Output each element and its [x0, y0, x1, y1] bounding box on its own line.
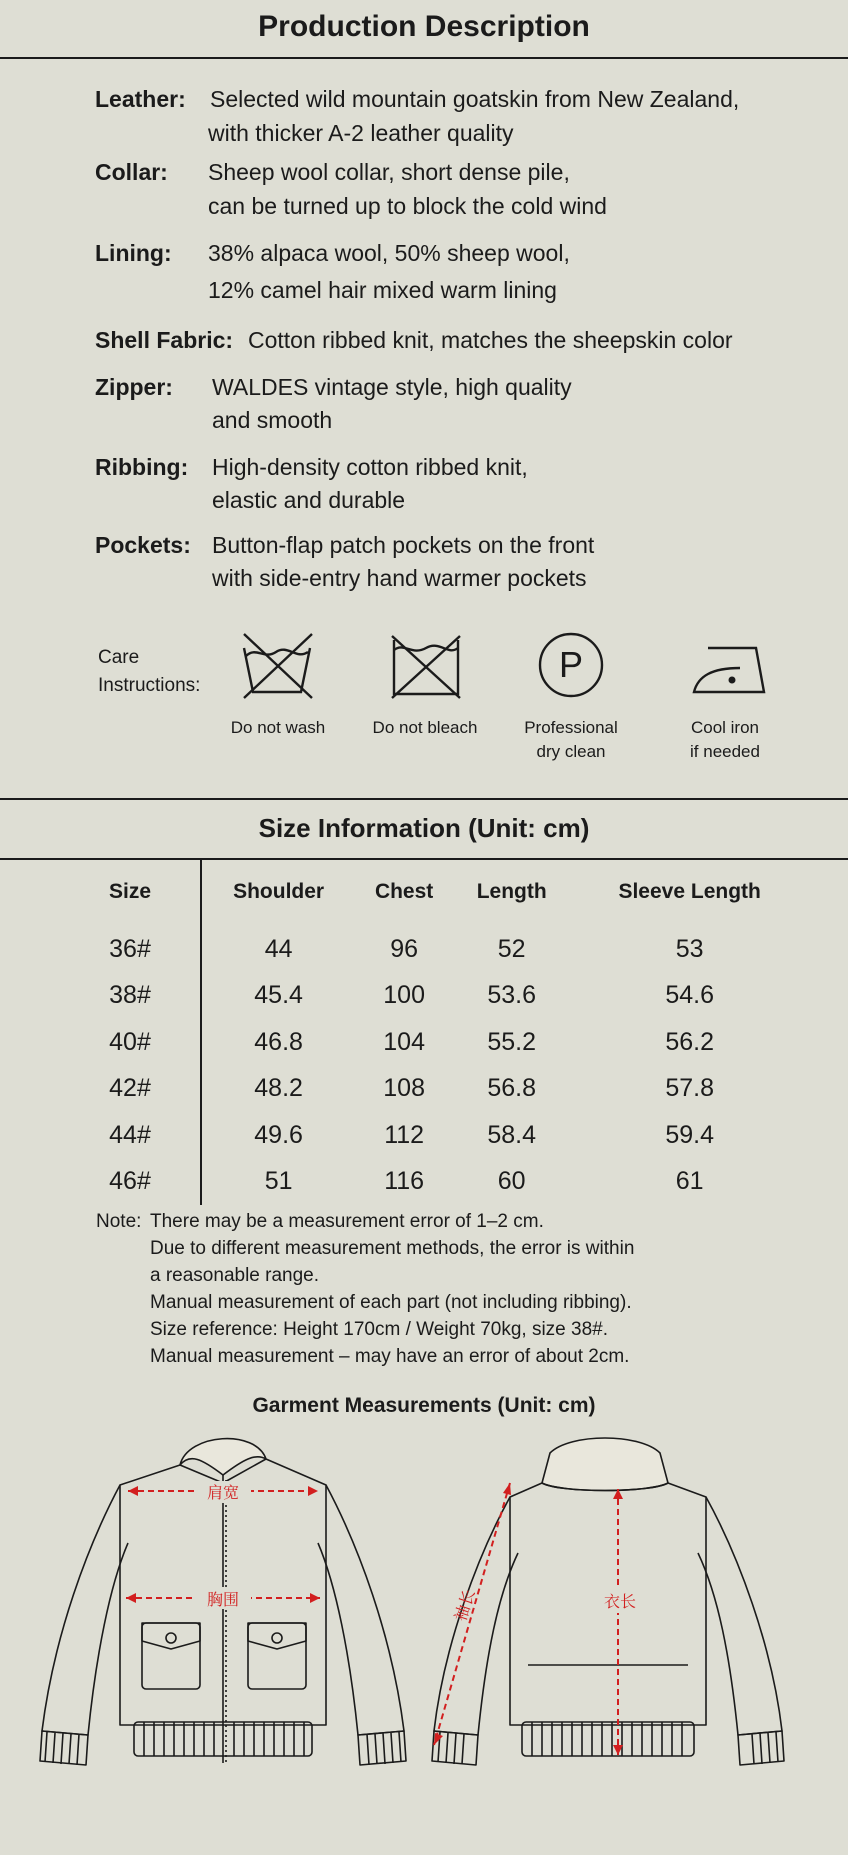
note-line: There may be a measurement error of 1–2 cm. [150, 1211, 544, 1232]
table-row [60, 973, 809, 1020]
sleeve-length-cell: 53 [675, 934, 704, 963]
chest-cell: 100 [383, 981, 425, 1010]
note-prefix: Note: [96, 1211, 142, 1232]
spec-value-zipper-line2: and smooth [212, 407, 333, 433]
note-line: a reasonable range. [150, 1265, 320, 1286]
shoulder-cell: 45.4 [254, 981, 303, 1010]
do-not-bleach-icon [386, 630, 466, 702]
spec-label-shell-fabric: Shell Fabric: [95, 327, 234, 353]
cool-iron-icon [690, 640, 774, 700]
table-row [60, 926, 809, 973]
spec-value-lining-line1: 38% alpaca wool, 50% sheep wool, [208, 240, 570, 266]
measure-lines [126, 1483, 623, 1755]
spec-label-lining: Lining: [95, 240, 172, 266]
table-row [60, 1019, 809, 1066]
spec-label-pockets: Pockets: [95, 532, 191, 558]
size-cell: 44# [60, 1112, 201, 1159]
spec-value-collar-line1: Sheep wool collar, short dense pile, [208, 159, 570, 185]
size-info-title: Size Information (Unit: cm) [258, 813, 590, 843]
size-cell: 38# [60, 973, 201, 1020]
length-cell: 56.8 [487, 1074, 537, 1103]
length-cell: 60 [497, 1167, 526, 1196]
shoulder-cell: 51 [264, 1167, 293, 1196]
care-caption-do-not-bleach: Do not bleach [372, 718, 478, 737]
shoulder-measure-label: 肩宽 [206, 1483, 240, 1502]
sleeve-length-cell: 61 [675, 1167, 704, 1196]
jacket-diagram [30, 1425, 820, 1775]
care-caption-cool-iron [645, 716, 805, 764]
care-label-line1: Care [98, 647, 140, 668]
column-header-length: Length [476, 880, 547, 903]
care-caption-cool-iron-line1: Cool iron [690, 718, 760, 737]
spec-value-pockets-line1: Button-flap patch pockets on the front [212, 532, 595, 558]
chest-cell: 108 [383, 1074, 425, 1103]
shoulder-cell: 44 [264, 934, 293, 963]
care-caption-professional-dry-clean [491, 716, 651, 764]
note-line: Manual measurement of each part (not including ribbing). [150, 1292, 632, 1313]
spec-value-collar-line2: can be turned up to block the cold wind [208, 193, 607, 219]
sleeve-length-cell: 56.2 [665, 1027, 714, 1056]
shoulder-cell: 49.6 [254, 1120, 303, 1149]
table-row [60, 1159, 809, 1206]
shoulder-cell: 46.8 [254, 1027, 303, 1056]
sleeve-measure-label: 袖长 [450, 1587, 479, 1624]
column-header-chest: Chest [374, 880, 434, 903]
divider [0, 798, 848, 800]
care-label [98, 644, 200, 700]
size-table-header [60, 858, 809, 926]
sleeve-length-cell: 54.6 [665, 981, 714, 1010]
column-header-sleeve-length: Sleeve Length [618, 880, 761, 903]
divider [0, 57, 848, 59]
length-measure-label: 衣长 [603, 1592, 637, 1611]
spec-label-collar: Collar: [95, 159, 168, 185]
chest-cell: 104 [383, 1027, 425, 1056]
length-cell: 53.6 [487, 981, 537, 1010]
chest-cell: 96 [390, 934, 419, 963]
care-caption-cool-iron-line2: if needed [690, 742, 760, 761]
spec-value-ribbing-line2: elastic and durable [212, 487, 406, 513]
note-line: Size reference: Height 170cm / Weight 70kg, size 38#. [150, 1319, 609, 1340]
care-caption-do-not-wash: Do not wash [230, 718, 326, 737]
professional-dry-clean-icon [531, 625, 611, 705]
spec-value-leather-line1: Selected wild mountain goatskin from New Zealand, [210, 86, 740, 112]
spec-label-ribbing: Ribbing: [95, 454, 189, 480]
care-caption-professional-line2: dry clean [536, 742, 606, 761]
spec-value-pockets-line2: with side-entry hand warmer pockets [212, 565, 587, 591]
size-table [60, 858, 810, 1205]
note-line: Manual measurement – may have an error of about 2cm. [150, 1346, 630, 1367]
dry-clean-symbol: P [558, 644, 584, 685]
size-cell: 36# [60, 926, 201, 973]
spec-label-zipper: Zipper: [95, 374, 173, 400]
sleeve-length-cell: 57.8 [665, 1074, 714, 1103]
production-title: Production Description [258, 10, 590, 43]
note-line: Due to different measurement methods, the error is within [150, 1238, 635, 1259]
chest-cell: 112 [384, 1120, 425, 1149]
sleeve-length-cell: 59.4 [665, 1120, 714, 1149]
column-header-size: Size [60, 858, 201, 926]
spec-label-leather: Leather: [95, 86, 186, 112]
chest-cell: 116 [384, 1167, 425, 1196]
care-caption-professional-line1: Professional [524, 718, 618, 737]
spec-value-ribbing-line1: High-density cotton ribbed knit, [212, 454, 528, 480]
table-row [60, 1066, 809, 1113]
spec-value-zipper-line1: WALDES vintage style, high quality [212, 374, 572, 400]
length-cell: 52 [497, 934, 526, 963]
spec-value-lining-line2: 12% camel hair mixed warm lining [208, 277, 557, 303]
do-not-wash-icon [238, 630, 318, 702]
size-cell: 40# [60, 1019, 201, 1066]
length-cell: 58.4 [487, 1120, 537, 1149]
garment-title: Garment Measurements (Unit: cm) [252, 1394, 596, 1417]
column-header-shoulder: Shoulder [233, 880, 325, 903]
care-label-line2: Instructions: [98, 675, 201, 696]
spec-value-shell-fabric: Cotton ribbed knit, matches the sheepskin color [248, 327, 733, 353]
length-cell: 55.2 [487, 1027, 537, 1056]
size-cell: 46# [60, 1159, 201, 1206]
chest-measure-label: 胸围 [206, 1590, 240, 1609]
spec-value-leather-line2: with thicker A-2 leather quality [208, 120, 514, 146]
size-cell: 42# [60, 1066, 201, 1113]
shoulder-cell: 48.2 [254, 1074, 303, 1103]
table-row [60, 1112, 809, 1159]
